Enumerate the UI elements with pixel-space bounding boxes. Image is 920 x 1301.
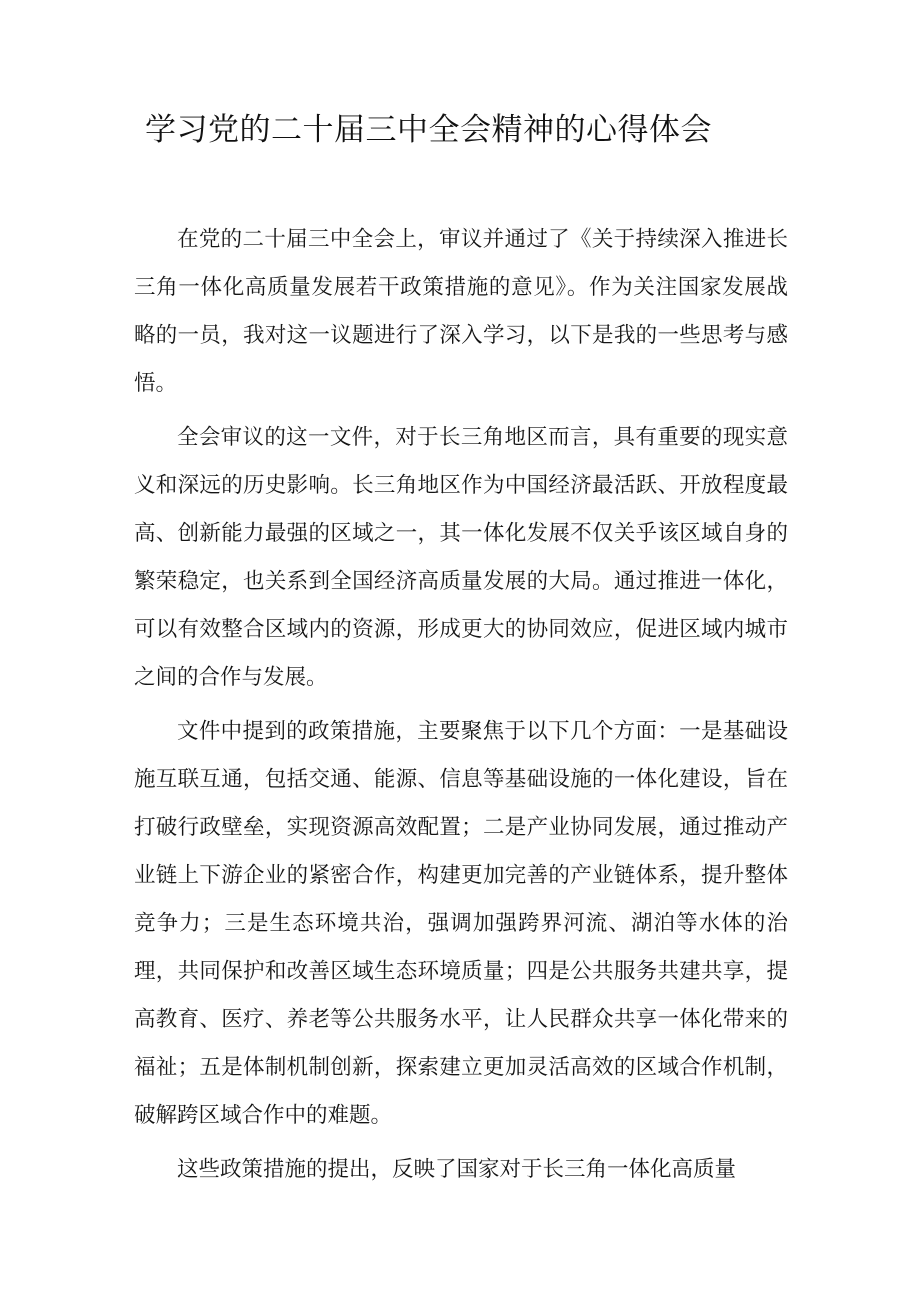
paragraph-3: 文件中提到的政策措施，主要聚焦于以下几个方面：一是基础设施互联互通，包括交通、能源、信息等基础设施的一体化建设，旨在打破行政壁垒，实现资源高效配置；二是产业协同发展，通过推动产业链上下游企业的紧密合作，构建更加完善的产业链体系，提升整体竞争力；三是生态环境共治，强调加强跨界河流、湖泊等水体的治理，共同保护和改善区域生态环境质量；四是公共服务共建共享，提高教育、医疗、养老等公共服务水平，让人民群众共享一体化带来的福祉；五是体制机制创新，探索建立更加灵活高效的区域合作机制，破解跨区域合作中的难题。 — [134, 719, 788, 1128]
paragraph-4: 这些政策措施的提出，反映了国家对于长三角一体化高质量 — [177, 1157, 737, 1182]
document-body — [134, 216, 788, 1200]
paragraph-2: 全会审议的这一文件，对于长三角地区而言，具有重要的现实意义和深远的历史影响。长三角地区作为中国经济最活跃、开放程度最高、创新能力最强的区域之一，其一体化发展不仅关乎该区域自身的繁荣稳定，也关系到全国经济高质量发展的大局。通过推进一体化，可以有效整合区域内的资源，形成更大的协同效应，促进区域内城市之间的合作与发展。 — [134, 425, 788, 690]
paragraph-1: 在党的二十届三中全会上，审议并通过了《关于持续深入推进长三角一体化高质量发展若干政策措施的意见》。作为关注国家发展战略的一员，我对这一议题进行了深入学习，以下是我的一些思考与感悟。 — [134, 227, 788, 396]
document-title: 学习党的二十届三中全会精神的心得体会 — [145, 112, 712, 148]
